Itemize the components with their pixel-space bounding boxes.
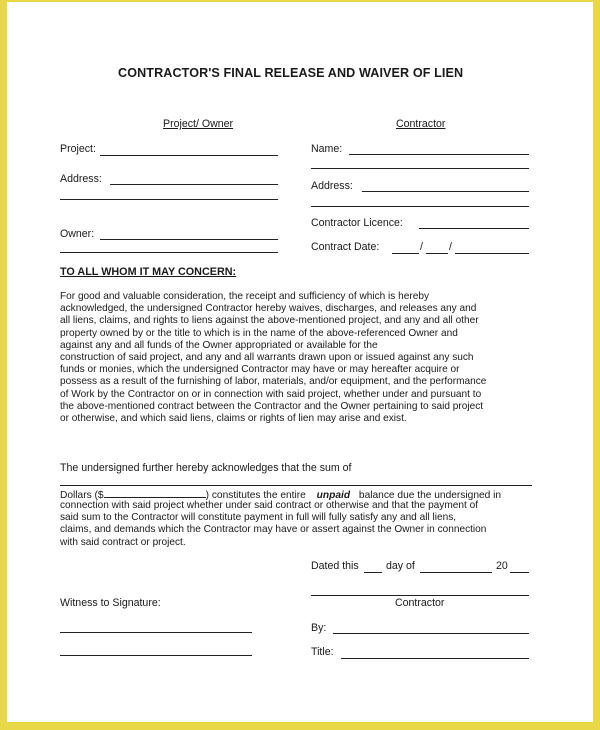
contract-date-day-line[interactable] [426,253,448,254]
contractor-signature-label: Contractor [395,597,445,609]
owner-heading: Project/ Owner [163,118,234,130]
owner-line-1[interactable] [100,239,278,240]
contractor-heading: Contractor [396,118,446,130]
owner-label: Owner: [60,228,95,240]
witness-label: Witness to Signature: [60,597,161,609]
contractor-name-line-1[interactable] [349,154,529,155]
project-line[interactable] [100,155,278,156]
dollars-suffix: balance due the undersigned in [358,490,502,501]
title-label: Title: [311,646,334,658]
sum-line: The undersigned further hereby acknowledges that the sum of [60,462,352,474]
dollars-mid: ) constitutes the entire [205,490,306,501]
dollars-prefix: Dollars ($ [60,490,104,501]
witness-signature-line-1[interactable] [60,632,252,633]
contractor-address-label: Address: [311,180,353,192]
day-of-label: day of [386,560,415,572]
owner-line-2[interactable] [60,252,278,253]
by-label: By: [311,622,327,634]
witness-signature-line-2[interactable] [60,655,252,656]
owner-address-label: Address: [60,173,102,185]
owner-address-line-1[interactable] [110,184,278,185]
sum-amount-words-line[interactable] [60,485,532,486]
document-page [7,2,593,722]
contract-date-month-line[interactable] [392,253,419,254]
project-label: Project: [60,143,96,155]
contractor-address-line-2[interactable] [311,206,529,207]
contract-date-separator-2: / [449,241,452,253]
title-line[interactable] [341,658,529,659]
contractor-signature-line[interactable] [311,595,529,596]
contract-date-separator-1: / [420,241,423,253]
contractor-licence-label: Contractor Licence: [311,217,403,229]
contractor-address-line-1[interactable] [362,191,529,192]
by-line[interactable] [333,633,529,634]
unpaid-text: unpaid [316,490,351,501]
payment-paragraph: connection with said project whether under said contract or otherwise and that the payment of said sum to the Contractor will constitute payment in full will fully satisfy any and all liens, claims, and demands which the Contractor may have or assert against the Owner in connection with said contract or project. [60,500,487,548]
contractor-name-label: Name: [311,143,343,155]
owner-address-line-2[interactable] [60,199,278,200]
dated-year-line[interactable] [510,572,529,573]
dollars-amount-blank[interactable] [104,488,206,498]
document-title: CONTRACTOR'S FINAL RELEASE AND WAIVER OF LIEN [118,66,464,80]
dated-this-label: Dated this [311,560,359,572]
dated-month-line[interactable] [420,572,492,573]
release-paragraph: For good and valuable consideration, the receipt and sufficiency of which is hereby acknowledged, the undersigned Contractor hereby waives, discharges, and releases any and all liens, claims, and rights to liens against the above-mentioned project, and any and all other property owned by or the title to which is in the name of the above-referenced Owner and against any and all funds of the Owner appropriated or available for the construction of said project, and any and all warrants drawn upon or issued against any such funds or monies, which the undersigned Contractor may have or may hereafter acquire or possess as a result of the furnishing of labor, materials, and/or equipment, and the performance of Work by the Contractor on or in connection with said project, whether under and pursuant to the above-mentioned contract between the Contractor and the Owner pertaining to said project or otherwise, and which said liens, claims or rights of lien may arise and exist. [60,291,487,425]
contract-date-label: Contract Date: [311,241,380,253]
dated-day-line[interactable] [364,572,382,573]
contractor-licence-line[interactable] [419,228,529,229]
salutation: TO ALL WHOM IT MAY CONCERN: [60,266,237,278]
contract-date-year-line[interactable] [455,253,529,254]
year-prefix: 20 [496,560,508,572]
contractor-name-line-2[interactable] [311,168,529,169]
